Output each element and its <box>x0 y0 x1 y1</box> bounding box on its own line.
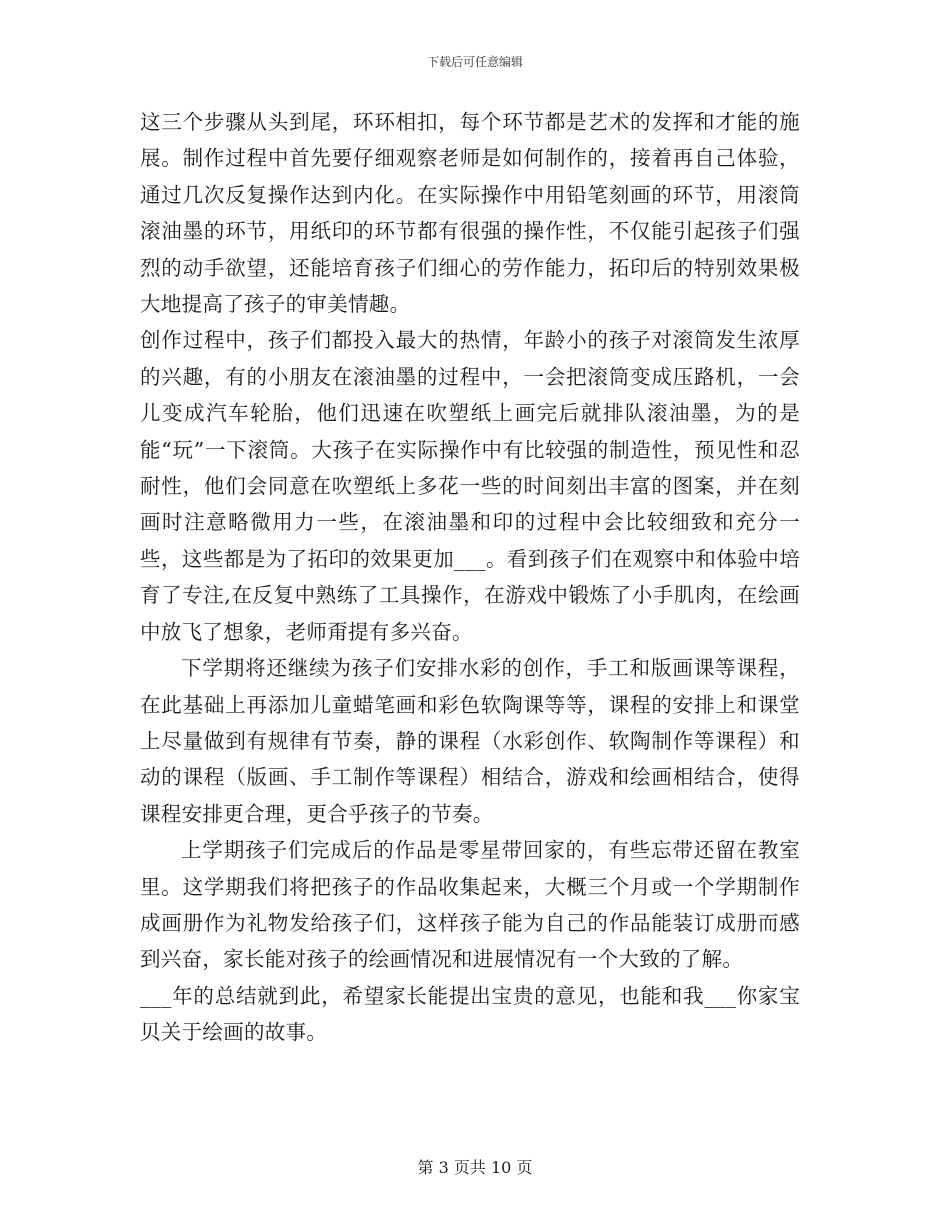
paragraph-5: ___年的总结就到此，希望家长能提出宝贵的意见，也能和我___你家宝贝关于绘画的故事。 <box>140 983 800 1045</box>
page-footer: 第 3 页共 10 页 <box>417 1158 533 1177</box>
paragraph-2: 创作过程中，孩子们都投入最大的热情，年龄小的孩子对滚筒发生浓厚的兴趣，有的小朋友在滚油墨的过程中，一会把滚筒变成压路机，一会儿变成汽车轮胎，他们迅速在吹塑纸上画完后就排队滚油墨，为的是能“玩”一下滚筒。大孩子在实际操作中有比较强的制造性，预见性和忍耐性，他们会同意在吹塑纸上多花一些的时间刻出丰富的图案，并在刻画时注意略微用力一些，在滚油墨和印的过程中会比较细致和充分一些，这些都是为了拓印的效果更加___。看到孩子们在观察中和体验中培育了专注,在反复中熟练了工具操作，在游戏中锻炼了小手肌肉，在绘画中放飞了想象，老师甭提有多兴奋。 <box>140 328 800 644</box>
document-body <box>140 104 800 1051</box>
page-header: 下载后可任意编辑 <box>426 55 523 69</box>
paragraph-4: 上学期孩子们完成后的作品是零星带回家的，有些忘带还留在教室里。这学期我们将把孩子的作品收集起来，大概三个月或一个学期制作成画册作为礼物发给孩子们，这样孩子能为自己的作品能装订成册而感到兴奋，家长能对孩子的绘画情况和进展情况有一个大致的了解。 <box>140 838 800 972</box>
paragraph-3: 下学期将还继续为孩子们安排水彩的创作，手工和版画课等课程，在此基础上再添加儿童蜡笔画和彩色软陶课等等，课程的安排上和课堂上尽量做到有规律有节奏，静的课程（水彩创作、软陶制作等课程）和动的课程（版画、手工制作等课程）相结合，游戏和绘画相结合，使得课程安排更合理，更合乎孩子的节奏。 <box>140 656 800 826</box>
paragraph-1: 这三个步骤从头到尾，环环相扣，每个环节都是艺术的发挥和才能的施展。制作过程中首先要仔细观察老师是如何制作的，接着再自己体验，通过几次反复操作达到内化。在实际操作中用铅笔刻画的环节，用滚筒滚油墨的环节，用纸印的环节都有很强的操作性，不仅能引起孩子们强烈的动手欲望，还能培育孩子们细心的劳作能力，拓印后的特别效果极大地提高了孩子的审美情趣。 <box>140 110 800 317</box>
